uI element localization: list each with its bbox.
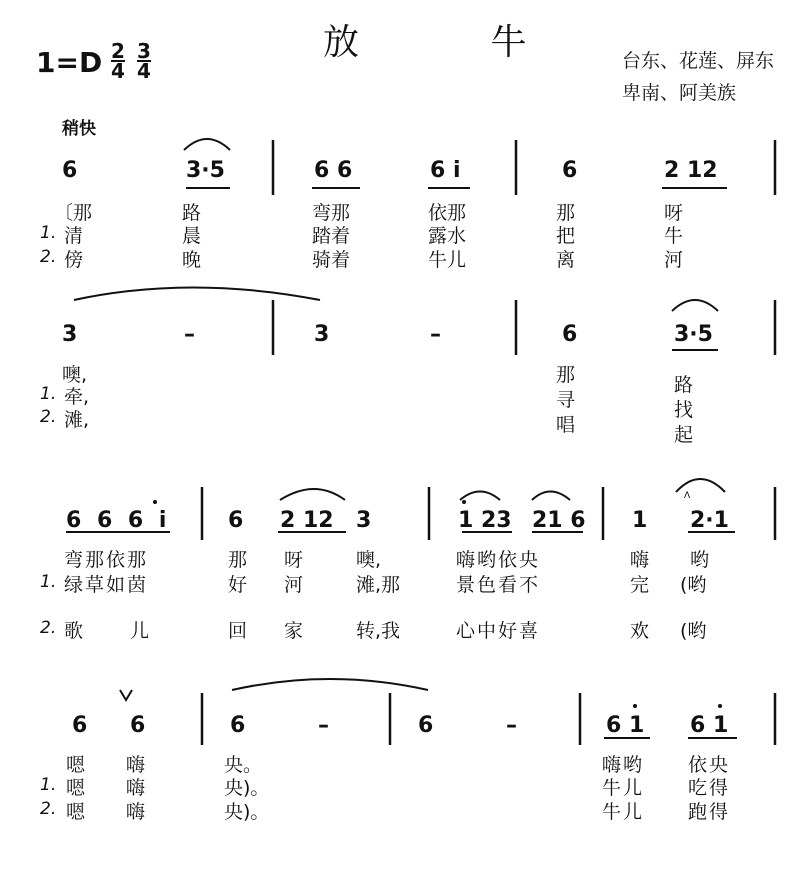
note: 6 1 bbox=[606, 713, 645, 738]
time-sig-b-den: 4 bbox=[137, 59, 151, 83]
lyric: 〔那 bbox=[54, 202, 93, 224]
song-title: 放 牛 bbox=[323, 22, 587, 63]
note: 2·1 bbox=[690, 508, 729, 533]
lyric: 央。 bbox=[224, 754, 263, 776]
verse-number: 1. bbox=[40, 384, 57, 404]
note: 1 23 bbox=[458, 508, 512, 533]
lyric: 路 bbox=[182, 202, 202, 224]
lyric: 完 bbox=[630, 574, 650, 596]
lyric: 唱 bbox=[556, 414, 576, 436]
note: 3 bbox=[356, 508, 372, 533]
note: 3·5 bbox=[186, 158, 225, 183]
lyric: 绿草如茵 bbox=[64, 574, 149, 596]
note: 6 1 bbox=[690, 713, 729, 738]
lyric: 吃得 bbox=[688, 777, 731, 799]
lyric: 牛 bbox=[664, 225, 684, 247]
note-dash: – bbox=[506, 713, 517, 738]
source-line-2: 卑南、阿美族 bbox=[622, 82, 737, 104]
note: 6 bbox=[562, 158, 578, 183]
lyric: 傍 bbox=[64, 249, 84, 271]
note-dash: – bbox=[184, 322, 195, 347]
note: 1 bbox=[632, 508, 648, 533]
lyric: 骑着 bbox=[312, 249, 351, 271]
lyric: 把 bbox=[556, 225, 576, 247]
lyric: 晨 bbox=[182, 225, 202, 247]
lyric: 回 bbox=[228, 620, 248, 642]
note: 6 6 6 i bbox=[66, 508, 171, 533]
lyric: 呀 bbox=[284, 549, 304, 571]
lyric: 那 bbox=[556, 202, 576, 224]
lyric: 依那 bbox=[428, 202, 467, 224]
lyric: 踏着 bbox=[312, 225, 351, 247]
lyric: 河 bbox=[284, 574, 304, 596]
note: 6 6 bbox=[314, 158, 353, 183]
note: 6 bbox=[62, 158, 78, 183]
lyric: 滩, bbox=[64, 409, 90, 431]
lyric: 跑得 bbox=[688, 801, 731, 823]
note: 3 bbox=[62, 322, 78, 347]
note: 6 bbox=[562, 322, 578, 347]
lyric: 家 bbox=[284, 620, 304, 642]
lyric: 嗯 bbox=[66, 801, 86, 823]
note: 21 6 bbox=[532, 508, 586, 533]
lyric: 弯那 bbox=[312, 202, 351, 224]
lyric: 牛儿 bbox=[602, 777, 645, 799]
lyric: 嗨哟 bbox=[602, 754, 645, 776]
time-sig-b-num: 3 bbox=[137, 39, 151, 63]
tempo-mark: 稍快 bbox=[62, 119, 96, 139]
lyric: (哟 bbox=[680, 574, 707, 596]
lyric: 寻 bbox=[556, 389, 576, 411]
lyric: 歌 bbox=[64, 620, 84, 642]
note: 3·5 bbox=[674, 322, 713, 347]
verse-number: 1. bbox=[40, 775, 57, 795]
lyric: 呀 bbox=[664, 202, 684, 224]
lyric: 噢, bbox=[356, 549, 382, 571]
lyric: 噢, bbox=[62, 364, 88, 386]
lyric: 那 bbox=[228, 549, 248, 571]
note: 6 bbox=[130, 713, 146, 738]
time-sig-a-num: 2 bbox=[111, 39, 125, 63]
lyric: 景色看不 bbox=[456, 574, 541, 596]
lyric: 央)。 bbox=[224, 777, 270, 799]
lyric: 央)。 bbox=[224, 801, 270, 823]
verse-number: 2. bbox=[40, 799, 57, 819]
lyric: 嗨 bbox=[126, 777, 146, 799]
verse-number: 2. bbox=[40, 247, 57, 267]
note-dash: – bbox=[318, 713, 329, 738]
lyric: 转,我 bbox=[356, 620, 401, 642]
note: 2 12 bbox=[664, 158, 718, 183]
lyric: 嗨 bbox=[630, 549, 650, 571]
lyric: 离 bbox=[556, 249, 576, 271]
lyric: 牛儿 bbox=[602, 801, 645, 823]
lyric: 晚 bbox=[182, 249, 202, 271]
lyric: 露水 bbox=[428, 225, 467, 247]
verse-number: 1. bbox=[40, 223, 57, 243]
note: 6 bbox=[72, 713, 88, 738]
lyric: (哟 bbox=[680, 620, 707, 642]
lyric: 路 bbox=[674, 374, 694, 396]
lyric: 那 bbox=[556, 364, 576, 386]
lyric: 好 bbox=[228, 574, 248, 596]
lyric: 欢 bbox=[630, 620, 650, 642]
lyric: 找 bbox=[674, 399, 694, 421]
lyric: 嗯 bbox=[66, 754, 86, 776]
lyric: 弯那依那 bbox=[64, 549, 149, 571]
lyric: 嗯 bbox=[66, 777, 86, 799]
lyric: 嗨哟依央 bbox=[456, 549, 541, 571]
verse-number: 2. bbox=[40, 618, 57, 638]
lyric: 起 bbox=[674, 424, 694, 446]
verse-number: 1. bbox=[40, 572, 57, 592]
verse-number: 2. bbox=[40, 407, 57, 427]
lyric: 清 bbox=[64, 225, 84, 247]
note: 6 bbox=[228, 508, 244, 533]
lyric: 滩,那 bbox=[356, 574, 401, 596]
note: 6 i bbox=[430, 158, 461, 183]
note: 6 bbox=[230, 713, 246, 738]
lyric: 依央 bbox=[688, 754, 731, 776]
note: 2 12 bbox=[280, 508, 334, 533]
lyric: 哟 bbox=[690, 549, 710, 571]
lyric: 河 bbox=[664, 249, 684, 271]
note: 6 bbox=[418, 713, 434, 738]
ornament-mark: Λ bbox=[684, 491, 691, 501]
lyric: 心中好喜 bbox=[456, 620, 541, 642]
note: 3 bbox=[314, 322, 330, 347]
source-line-1: 台东、花莲、屏东 bbox=[622, 50, 775, 72]
key-signature: 1=D bbox=[36, 46, 103, 79]
lyric: 嗨 bbox=[126, 801, 146, 823]
lyric: 儿 bbox=[130, 620, 150, 642]
time-sig-a-den: 4 bbox=[111, 59, 125, 83]
lyric: 嗨 bbox=[126, 754, 146, 776]
lyric: 牛儿 bbox=[428, 249, 467, 271]
lyric: 牵, bbox=[64, 386, 90, 408]
note-dash: – bbox=[430, 322, 441, 347]
